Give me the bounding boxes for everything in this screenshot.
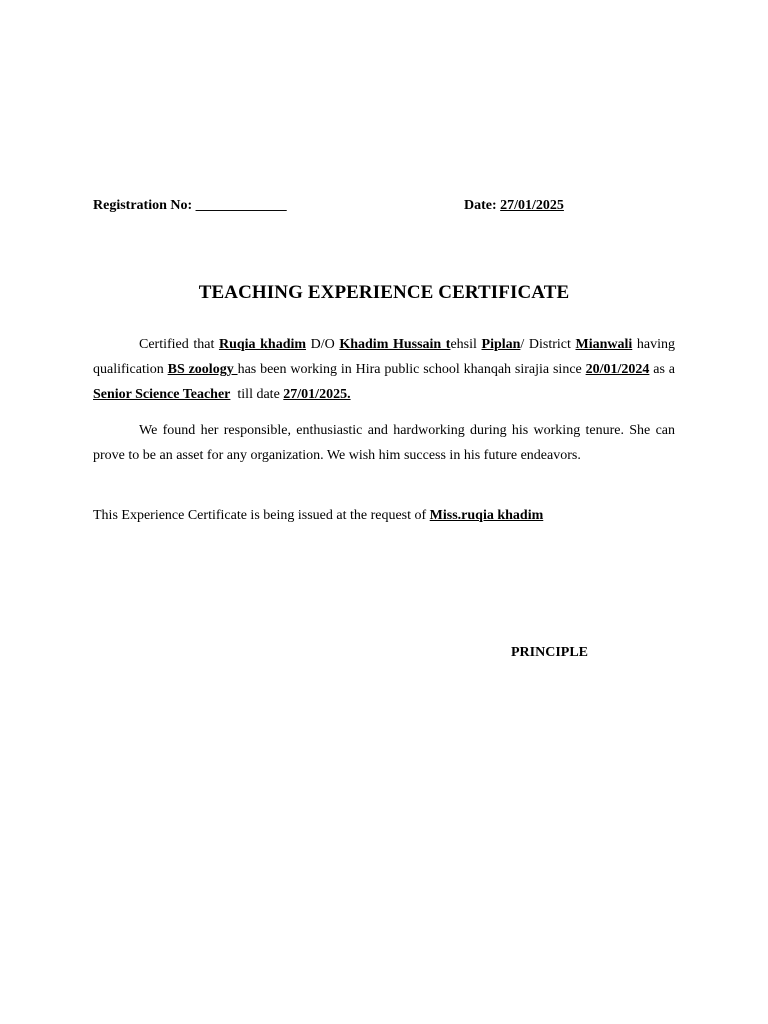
character-paragraph — [93, 418, 675, 468]
text-segment: ehsil — [450, 337, 482, 352]
certification-paragraph — [93, 332, 675, 407]
start-date: 20/01/2024 — [585, 362, 650, 377]
position-title: Senior Science Teacher — [93, 387, 231, 402]
district-name: Mianwali — [575, 337, 633, 352]
character-text: We found her responsible, enthusiastic and hardworking during his working tenure. She can prove to be an asset for any organization. We wish him success in his future endeavors. — [93, 423, 675, 463]
signature-title: PRINCIPLE — [511, 645, 589, 660]
document-title: TEACHING EXPERIENCE CERTIFICATE — [198, 282, 570, 303]
registration-number — [93, 198, 287, 214]
text-segment: / District — [520, 337, 576, 352]
registration-label: Registration No: — [93, 198, 193, 213]
header-row — [93, 198, 675, 218]
date-value: 27/01/2025 — [500, 198, 564, 213]
text-segment: having qualification — [93, 337, 675, 377]
text-segment: as a — [649, 362, 675, 377]
request-text: This Experience Certificate is being issued at the request of — [93, 508, 430, 523]
qualification: BS zoology — [167, 362, 238, 377]
request-paragraph — [93, 503, 675, 528]
text-segment: has been working in Hira public school khanqah sirajia since — [237, 362, 586, 377]
requester-name: Miss.ruqia khadim — [429, 508, 544, 523]
father-name: Khadim Hussain t — [339, 337, 451, 352]
date-label: Date: — [464, 198, 497, 213]
text-segment: till date — [230, 387, 284, 402]
issue-date — [464, 198, 564, 214]
registration-value: _____________ — [195, 198, 287, 213]
text-segment: D/O — [306, 337, 340, 352]
tehsil-name: Piplan — [481, 337, 521, 352]
teacher-name: Ruqia khadim — [218, 337, 307, 352]
end-date: 27/01/2025. — [283, 387, 351, 402]
text-segment: Certified that — [139, 337, 219, 352]
